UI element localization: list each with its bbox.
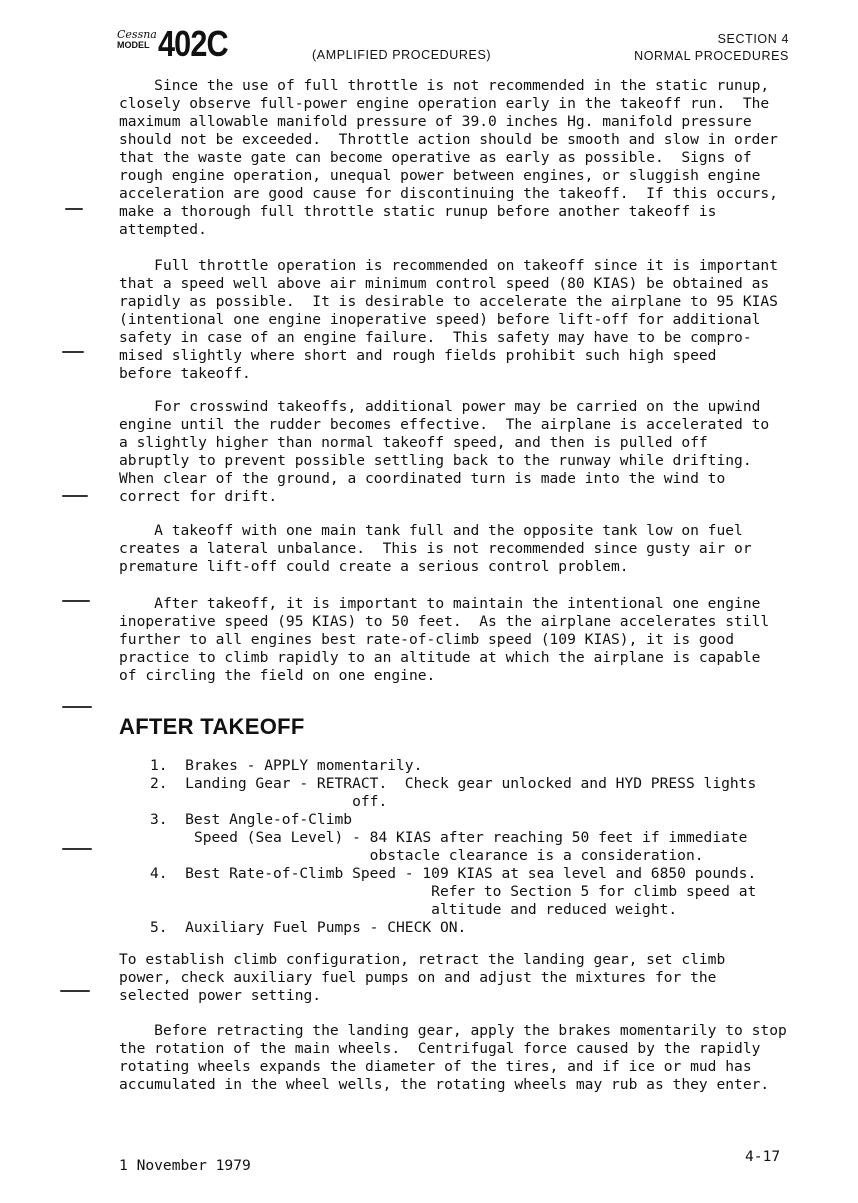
paragraph-crosswind: For crosswind takeoffs, additional power may be carried on the upwind engine until the rudder becomes effective. The airplane is accelerated to a slightly higher than normal takeoff speed, and then is pulled off abruptly to prevent possible settling back to the runway while drifting. When clear of the ground, a coordinated turn is made into the wind to correct for drift. [119,398,770,505]
margin-mark [62,706,92,708]
paragraph-lateral-unbalance: A takeoff with one main tank full and the opposite tank low on fuel creates a lateral unbalance. This is not recommended since gusty air or premature lift-off could create a serious control problem. [119,522,752,575]
footer-date: 1 November 1979 [119,1157,251,1174]
margin-mark [62,351,84,353]
margin-mark [62,848,92,850]
model-number: 402C [158,23,228,64]
section-title: NORMAL PROCEDURES [634,49,789,63]
margin-mark [62,495,88,497]
paragraph-climb-configuration: To establish climb configuration, retract the landing gear, set climb power, check auxiliary fuel pumps on and adjust the mixtures for the selected power setting. [119,951,726,1004]
checklist-item: 4. Best Rate-of-Climb Speed - 109 KIAS at sea level and 6850 pounds. Refer to Section 5 for climb speed at altitude and reduced weight. [150,865,757,918]
brand-name: Cessna [117,28,157,41]
margin-mark [60,990,90,992]
checklist-item: 2. Landing Gear - RETRACT. Check gear unlocked and HYD PRESS lights off. [150,775,757,810]
margin-mark [65,208,83,210]
paragraph-full-throttle: Full throttle operation is recommended on takeoff since it is important that a speed well above air minimum control speed (80 KIAS) be obtained as rapidly as possible. It is desirable to accelerate the airplane to 95 KIAS (intentional one engine inoperative speed) before lift-off for additional safety in case of an engine failure. This safety may have to be compro- mised slightly where short and rough fields prohibit such high speed before takeoff. [119,257,778,382]
paragraph-gear-retraction: Before retracting the landing gear, apply the brakes momentarily to stop the rotation of the main wheels. Centrifugal force caused by the rapidly rotating wheels expands the diameter of the tires, and if ice or mud has accumulated in the wheel wells, the rotating wheels may rub as they enter. [119,1022,787,1093]
checklist-item: 3. Best Angle-of-Climb Speed (Sea Level) - 84 KIAS after reaching 50 feet if immediate obstacle clearance is a consideration. [150,811,748,864]
header-subtitle: (AMPLIFIED PROCEDURES) [312,48,492,62]
checklist-item: 5. Auxiliary Fuel Pumps - CHECK ON. [150,919,467,936]
page-number: 4-17 [745,1148,781,1165]
checklist-item: 1. Brakes - APPLY momentarily. [150,757,423,774]
model-label: MODEL [117,40,150,50]
section-header [634,31,789,65]
after-takeoff-checklist [150,757,800,937]
paragraph-static-runup: Since the use of full throttle is not recommended in the static runup, closely observe full-power engine operation early in the takeoff run. The maximum allowable manifold pressure of 39.0 inches Hg. manifold pressure should not be exceeded. Throttle action should be smooth and slow in order that the waste gate can become operative as early as possible. Signs of rough engine operation, unequal power between engines, or sluggish engine acceleration are good cause for discontinuing the takeoff. If this occurs, make a thorough full throttle static runup before another takeoff is attempted. [119,77,778,238]
section-number: SECTION 4 [717,32,789,46]
after-takeoff-heading: AFTER TAKEOFF [119,714,305,739]
margin-mark [62,600,90,602]
paragraph-after-takeoff-speed: After takeoff, it is important to maintain the intentional one engine inoperative speed (95 KIAS) to 50 feet. As the airplane accelerates still further to all engines best rate-of-climb speed (109 KIAS), it is good practice to climb rapidly to an altitude at which the airplane is capable of circling the field on one engine. [119,595,770,684]
